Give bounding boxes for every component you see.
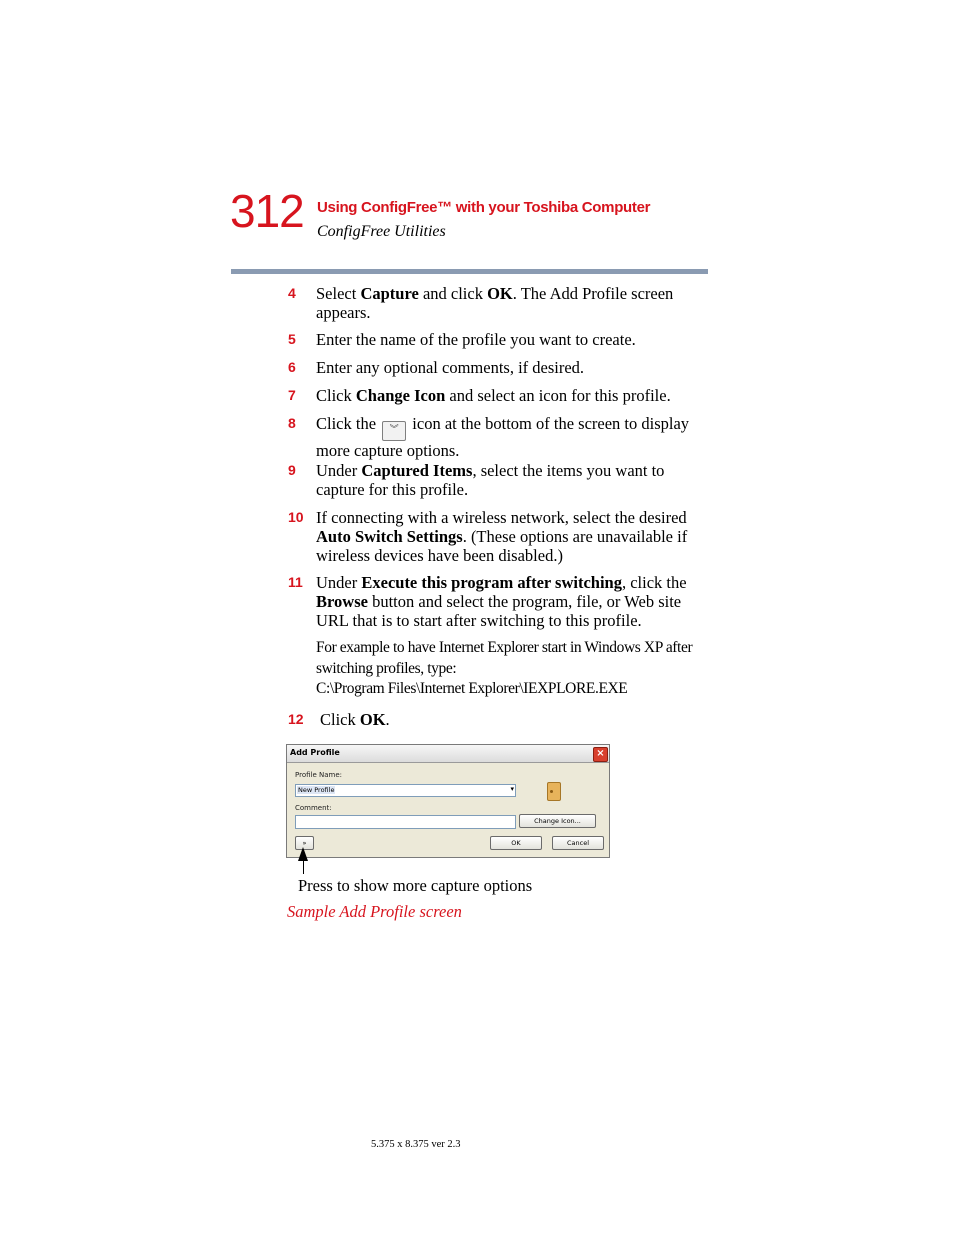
comment-input[interactable] bbox=[295, 815, 516, 829]
profile-name-combo[interactable] bbox=[295, 784, 516, 797]
step-number: 7 bbox=[288, 387, 296, 403]
callout-text: Press to show more capture options bbox=[298, 876, 533, 895]
step-number: 6 bbox=[288, 359, 296, 375]
step-number: 10 bbox=[288, 509, 304, 525]
step-text: Enter the name of the profile you want to create. bbox=[316, 330, 636, 349]
step-number: 9 bbox=[288, 462, 296, 478]
chapter-title: Using ConfigFree™ with your Toshiba Computer bbox=[317, 199, 651, 216]
step-text: Under Captured Items, select the items you want to capture for this profile. bbox=[316, 461, 665, 499]
profile-name-value: New Profile bbox=[298, 786, 335, 794]
expand-options-icon: ︾ bbox=[382, 421, 406, 441]
header-rule bbox=[231, 269, 708, 274]
step-text: Enter any optional comments, if desired. bbox=[316, 358, 585, 377]
step-text: Click Change Icon and select an icon for this profile. bbox=[316, 386, 671, 405]
callout-arrow-line bbox=[303, 856, 304, 874]
dialog-titlebar bbox=[287, 745, 609, 763]
section-title: ConfigFree Utilities bbox=[317, 223, 446, 240]
add-profile-dialog bbox=[286, 744, 610, 858]
step-text: If connecting with a wireless network, select the desired Auto Switch Settings. (These options are unavailable if wireless devices have been disabled.) bbox=[316, 508, 688, 565]
dialog-title: Add Profile bbox=[290, 748, 340, 757]
profile-icon bbox=[547, 782, 561, 801]
step-number: 5 bbox=[288, 331, 296, 347]
figure-caption: Sample Add Profile screen bbox=[287, 902, 462, 921]
example-text: For example to have Internet Explorer start in Windows XP after switching profiles, type: bbox=[316, 639, 693, 677]
step-number: 4 bbox=[288, 285, 296, 301]
step-number: 12 bbox=[288, 711, 304, 727]
page-number: 312 bbox=[230, 185, 304, 237]
profile-name-label: Profile Name: bbox=[295, 771, 343, 779]
example-path: C:\Program Files\Internet Explorer\IEXPLORE.EXE bbox=[316, 680, 628, 697]
step-number: 11 bbox=[288, 574, 303, 590]
step-text: Under Execute this program after switching, click the Browse button and select the program, file, or Web site URL that is to start after switching to this profile. bbox=[316, 573, 687, 630]
cancel-button[interactable]: Cancel bbox=[552, 836, 604, 850]
dropdown-arrow-icon[interactable]: ▾ bbox=[510, 785, 514, 793]
step-text: Click the ︾ icon at the bottom of the screen to display more capture options. bbox=[316, 414, 690, 460]
step-number: 8 bbox=[288, 415, 296, 431]
expand-options-button[interactable]: » bbox=[295, 836, 314, 850]
comment-label: Comment: bbox=[295, 804, 332, 812]
close-icon[interactable]: × bbox=[593, 747, 608, 762]
change-icon-button[interactable]: Change Icon... bbox=[519, 814, 596, 828]
step-text: Select Capture and click OK. The Add Profile screen appears. bbox=[316, 284, 674, 322]
step-text: Click OK. bbox=[320, 710, 390, 729]
footer-text: 5.375 x 8.375 ver 2.3 bbox=[371, 1139, 461, 1150]
ok-button[interactable]: OK bbox=[490, 836, 542, 850]
